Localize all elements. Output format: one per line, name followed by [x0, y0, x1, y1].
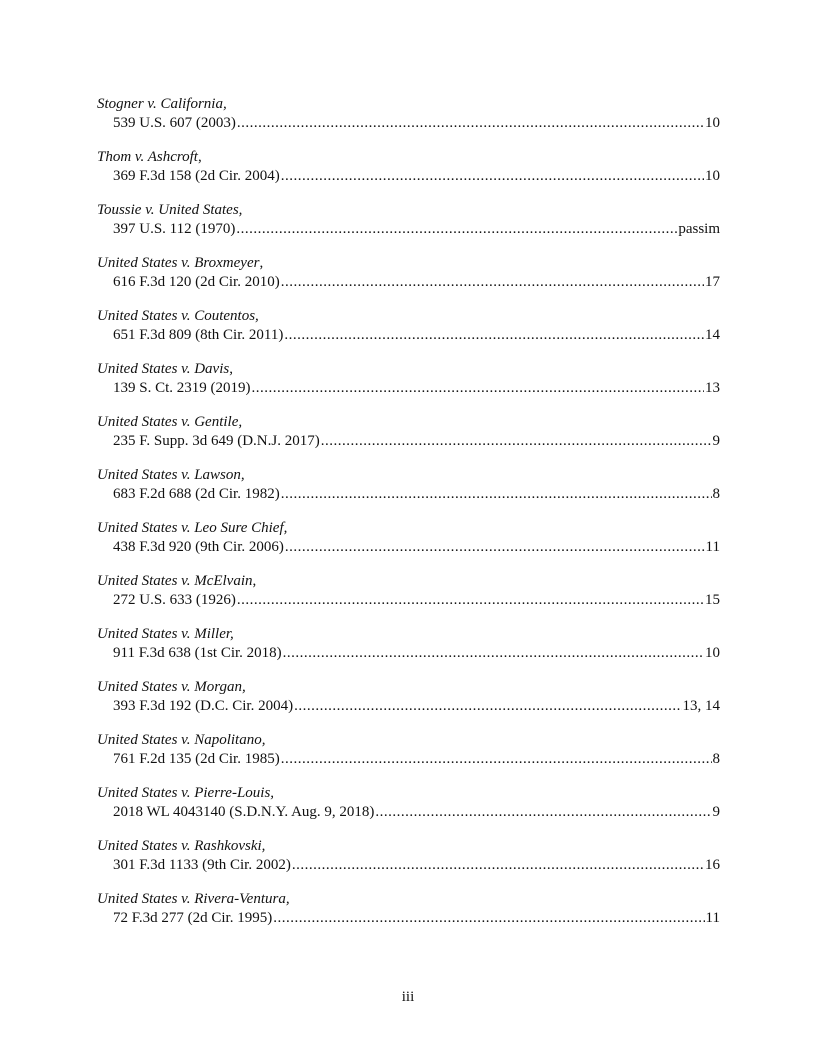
- case-name: Toussie v. United States,: [97, 202, 243, 218]
- citation: 272 U.S. 633 (1926): [113, 592, 236, 608]
- dot-leader: [281, 485, 712, 504]
- authority-entry: [97, 254, 720, 307]
- page-reference: 10: [705, 168, 720, 184]
- authority-entry: [97, 678, 720, 731]
- case-name: Stogner v. California,: [97, 96, 227, 112]
- dot-leader: [237, 591, 704, 610]
- page-reference: 11: [705, 910, 720, 926]
- dot-leader: [237, 114, 704, 133]
- citation: 301 F.3d 1133 (9th Cir. 2002): [113, 857, 291, 873]
- authority-entry: [97, 837, 720, 890]
- citation: 2018 WL 4043140 (S.D.N.Y. Aug. 9, 2018): [113, 804, 375, 820]
- dot-leader: [281, 167, 704, 186]
- page-reference: 9: [712, 804, 720, 820]
- authority-entry: [97, 572, 720, 625]
- dot-leader: [292, 856, 704, 875]
- authority-entry: [97, 148, 720, 201]
- citation-line: [97, 220, 720, 239]
- case-name: United States v. Coutentos,: [97, 308, 259, 324]
- citation-line: [97, 909, 720, 928]
- page-reference: 16: [705, 857, 720, 873]
- page-reference: 17: [705, 274, 720, 290]
- case-name: United States v. McElvain,: [97, 573, 257, 589]
- citation: 683 F.2d 688 (2d Cir. 1982): [113, 486, 280, 502]
- case-name: United States v. Broxmeyer,: [97, 255, 264, 271]
- case-name: United States v. Pierre-Louis,: [97, 785, 275, 801]
- page-reference: 13, 14: [682, 698, 720, 714]
- citation-line: [97, 591, 720, 610]
- citation-line: [97, 326, 720, 345]
- page-reference: 10: [705, 645, 720, 661]
- table-of-authorities-list: [97, 95, 720, 943]
- page-reference: 15: [705, 592, 720, 608]
- citation-line: [97, 803, 720, 822]
- citation: 539 U.S. 607 (2003): [113, 115, 236, 131]
- citation: 397 U.S. 112 (1970): [113, 221, 236, 237]
- citation-line: [97, 114, 720, 133]
- citation-line: [97, 273, 720, 292]
- page-reference: 13: [705, 380, 720, 396]
- dot-leader: [285, 538, 705, 557]
- case-name: Thom v. Ashcroft,: [97, 149, 202, 165]
- citation-line: [97, 167, 720, 186]
- dot-leader: [321, 432, 712, 451]
- page-reference: passim: [678, 221, 720, 237]
- citation: 393 F.3d 192 (D.C. Cir. 2004): [113, 698, 294, 714]
- case-name: United States v. Leo Sure Chief,: [97, 520, 288, 536]
- case-name: United States v. Davis,: [97, 361, 233, 377]
- case-name: United States v. Miller,: [97, 626, 234, 642]
- case-name: United States v. Gentile,: [97, 414, 243, 430]
- citation-line: [97, 856, 720, 875]
- case-name: United States v. Rashkovski,: [97, 838, 266, 854]
- authority-entry: [97, 890, 720, 943]
- citation-line: [97, 750, 720, 769]
- dot-leader: [294, 697, 681, 716]
- dot-leader: [273, 909, 704, 928]
- page-reference: 11: [705, 539, 720, 555]
- authority-entry: [97, 731, 720, 784]
- citation: 139 S. Ct. 2319 (2019): [113, 380, 251, 396]
- authority-entry: [97, 466, 720, 519]
- page-reference: 10: [705, 115, 720, 131]
- authority-entry: [97, 413, 720, 466]
- citation: 235 F. Supp. 3d 649 (D.N.J. 2017): [113, 433, 320, 449]
- authority-entry: [97, 95, 720, 148]
- authority-entry: [97, 784, 720, 837]
- citation: 651 F.3d 809 (8th Cir. 2011): [113, 327, 284, 343]
- page-reference: 8: [712, 751, 720, 767]
- dot-leader: [375, 803, 711, 822]
- page-reference: 8: [712, 486, 720, 502]
- authority-entry: [97, 201, 720, 254]
- dot-leader: [281, 750, 712, 769]
- dot-leader: [236, 220, 677, 239]
- citation: 72 F.3d 277 (2d Cir. 1995): [113, 910, 273, 926]
- case-name: United States v. Rivera-Ventura,: [97, 891, 290, 907]
- dot-leader: [281, 273, 704, 292]
- citation-line: [97, 432, 720, 451]
- citation: 616 F.3d 120 (2d Cir. 2010): [113, 274, 280, 290]
- citation-line: [97, 538, 720, 557]
- citation-line: [97, 485, 720, 504]
- authority-entry: [97, 360, 720, 413]
- case-name: United States v. Napolitano,: [97, 732, 266, 748]
- dot-leader: [252, 379, 704, 398]
- citation: 911 F.3d 638 (1st Cir. 2018): [113, 645, 282, 661]
- authority-entry: [97, 519, 720, 572]
- dot-leader: [283, 644, 704, 663]
- authority-entry: [97, 307, 720, 360]
- citation: 438 F.3d 920 (9th Cir. 2006): [113, 539, 284, 555]
- case-name: United States v. Morgan,: [97, 679, 246, 695]
- page-reference: 14: [705, 327, 720, 343]
- citation-line: [97, 379, 720, 398]
- dot-leader: [284, 326, 704, 345]
- page-reference: 9: [712, 433, 720, 449]
- authority-entry: [97, 625, 720, 678]
- page-number: iii: [401, 989, 415, 1005]
- citation: 369 F.3d 158 (2d Cir. 2004): [113, 168, 280, 184]
- citation-line: [97, 697, 720, 716]
- citation: 761 F.2d 135 (2d Cir. 1985): [113, 751, 280, 767]
- case-name: United States v. Lawson,: [97, 467, 245, 483]
- citation-line: [97, 644, 720, 663]
